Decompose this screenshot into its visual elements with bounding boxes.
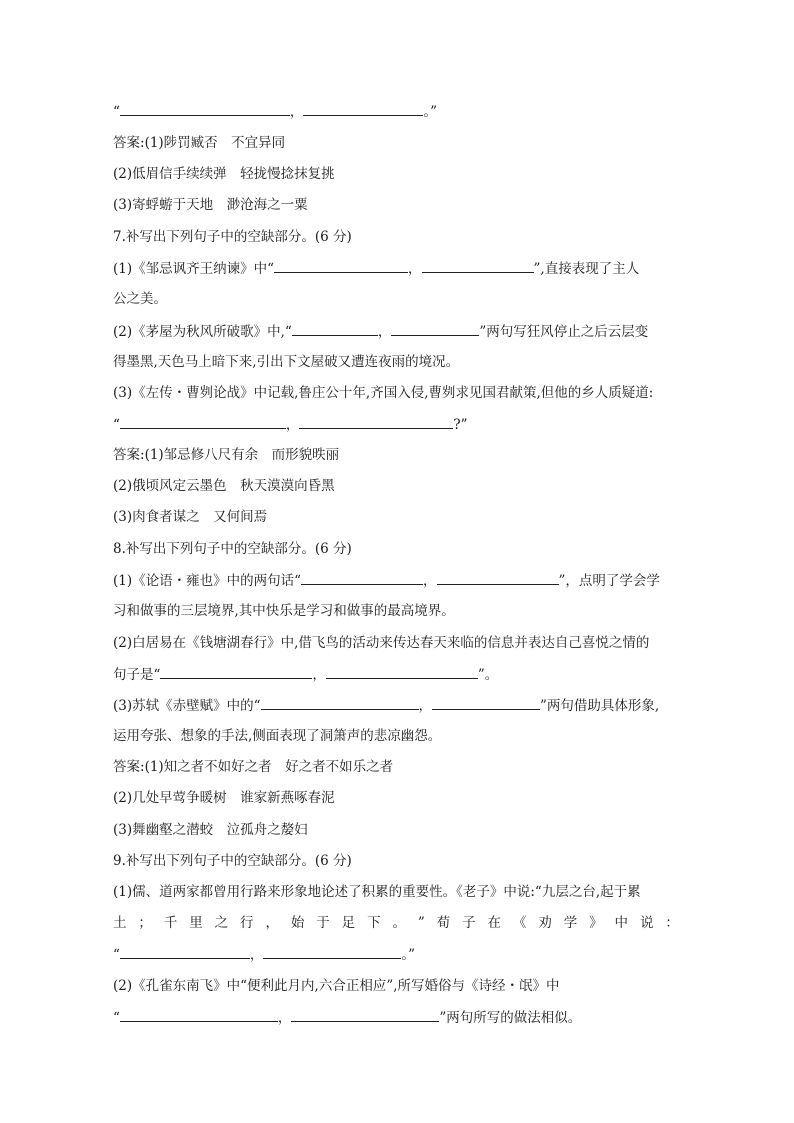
q6-fill-line: [113, 101, 437, 121]
char: 劝: [538, 915, 552, 931]
char: 》: [589, 915, 603, 931]
q7-answer-1: [113, 445, 339, 465]
q7-s2-line2: 得墨黑,天色马上暗下来,引出下文屋破又遭连夜雨的境况。: [113, 354, 460, 370]
separator: ，: [249, 947, 264, 963]
blank: [299, 414, 453, 429]
q6-answer-3: (3)寄蜉蝣于天地 渺沧海之一粟: [113, 197, 308, 213]
blank: [291, 1007, 439, 1022]
blank: [301, 570, 423, 585]
blank: [391, 321, 479, 336]
close-quote: 。”: [423, 104, 438, 120]
answer-text: (1)知之者不如好之者 好之者不如乐之者: [144, 759, 394, 775]
q9-s2: (2)《孔雀东南飞》中“便利此月内,六合正相应”,所写婚俗与《诗经・氓》中: [113, 978, 560, 994]
blank: [263, 944, 401, 959]
q8-s3-line2: 运用夸张、想象的手法,侧面表现了洞箫声的悲凉幽怨。: [113, 728, 442, 744]
char: 里: [189, 915, 203, 931]
q7-s2: [113, 321, 648, 341]
q8-answer-1: [113, 757, 393, 777]
q7-s3-fill: [113, 414, 468, 434]
blank: [292, 321, 378, 336]
separator: ，: [285, 417, 300, 433]
blank: [432, 695, 540, 710]
char: ；: [138, 915, 152, 931]
sentence-text: (1)《邹忌讽齐王纳谏》中“: [113, 261, 275, 277]
separator: ，: [423, 573, 437, 589]
sentence-text: ”两句所写的做法相似。: [439, 1010, 582, 1026]
char: 土: [113, 915, 127, 931]
char: 荀: [436, 915, 451, 931]
q8-s2-fill: [113, 664, 498, 684]
separator: ，: [418, 698, 433, 714]
q8-s1: [113, 570, 660, 590]
answer-label: 答案:: [113, 759, 145, 775]
answer-label: 答案:: [113, 447, 145, 463]
char: 之: [214, 915, 229, 931]
q9-s1-line2: [113, 913, 679, 933]
answer-label: 答案:: [113, 135, 145, 151]
char: 学: [563, 915, 578, 931]
q7-s3: (3)《左传・曹刿论战》中记载,鲁庄公十年,齐国入侵,曹刿求见国君献策,但他的乡人质疑道:: [113, 385, 654, 401]
char: 《: [512, 915, 527, 931]
sentence-text: (3)苏轼《赤壁赋》中的“: [113, 698, 261, 714]
blank: [261, 695, 419, 710]
q9-s2-fill: [113, 1007, 581, 1027]
char: ，: [265, 915, 279, 931]
open-quote: “: [113, 1010, 120, 1026]
close-quote: ?”: [453, 417, 468, 433]
char: 足: [341, 915, 356, 931]
blank: [120, 414, 286, 429]
q8-answer-3: (3)舞幽壑之潜蛟 泣孤舟之嫠妇: [113, 822, 308, 838]
blank: [274, 258, 408, 273]
char: 子: [462, 915, 476, 931]
q9-s1: (1)儒、道两家都曾用行路来形象地论述了积累的重要性。《老子》中说:“九层之台,起于累: [113, 884, 641, 900]
blank: [326, 664, 478, 679]
q7-title: 7.补写出下列句子中的空缺部分。(6 分): [113, 229, 352, 245]
sentence-text: ”，点明了学会学: [558, 573, 660, 589]
char: ：: [665, 915, 679, 931]
sentence-text: ”两句写狂风停止之后云层变: [479, 324, 649, 340]
separator: ，: [277, 1010, 292, 1026]
q6-answer-2: (2)低眉信手续续弹 轻拢慢捻抹复挑: [113, 166, 335, 182]
char: 。: [392, 915, 406, 931]
q8-title: 8.补写出下列句子中的空缺部分。(6 分): [113, 541, 352, 557]
blank: [160, 664, 312, 679]
char: 下: [367, 915, 381, 931]
char: 始: [290, 915, 305, 931]
sentence-text: ”两句借助具体形象,: [540, 698, 660, 714]
q8-s2: (2)白居易在《钱塘湖春行》中,借飞鸟的活动来传达春天来临的信息并表达自己喜悦之情的: [113, 635, 650, 651]
blank: [437, 570, 559, 585]
open-quote: “: [113, 947, 120, 963]
q7-answer-3: (3)肉食者谋之 又何间焉: [113, 509, 268, 525]
char: 说: [639, 915, 654, 931]
open-quote: “: [113, 417, 120, 433]
blank: [120, 101, 290, 116]
blank: [303, 101, 423, 116]
blank: [120, 1007, 278, 1022]
sentence-text: ”,直接表现了主人: [533, 261, 640, 277]
q9-s1-fill: [113, 944, 415, 964]
separator: ，: [312, 667, 326, 683]
sentence-text: 句子是“: [113, 667, 161, 683]
blank: [422, 258, 534, 273]
answer-text: (1)陟罚臧否 不宜异同: [144, 135, 286, 151]
separator: ，: [377, 324, 392, 340]
char: 中: [614, 915, 629, 931]
q8-answer-2: (2)几处早莺争暖树 谁家新燕啄春泥: [113, 790, 335, 806]
q7-answer-2: (2)俄顷风定云墨色 秋天漠漠向昏黑: [113, 478, 335, 494]
char: 行: [240, 915, 254, 931]
char: ”: [417, 915, 425, 931]
char: 于: [316, 915, 330, 931]
q8-s3: [113, 695, 659, 715]
char: 千: [163, 915, 178, 931]
sentence-text: (1)《论语・雍也》中的两句话“: [113, 573, 302, 589]
char: 在: [487, 915, 501, 931]
open-quote: “: [113, 104, 120, 120]
q9-title: 9.补写出下列句子中的空缺部分。(6 分): [113, 853, 352, 869]
q6-answer-1: [113, 133, 285, 153]
blank: [120, 944, 250, 959]
q8-s1-line2: 习和做事的三层境界,其中快乐是学习和做事的最高境界。: [113, 603, 455, 619]
q7-s1-line2: 公之美。: [113, 291, 167, 307]
separator: ，: [408, 261, 422, 277]
q7-s1: [113, 258, 639, 278]
separator: ，: [289, 104, 304, 120]
sentence-text: (2)《茅屋为秋风所破歌》中,“: [113, 324, 292, 340]
answer-text: (1)邹忌修八尺有余 而形貌昳丽: [144, 447, 340, 463]
close-quote: ”。: [477, 667, 499, 683]
close-quote: 。”: [401, 947, 416, 963]
